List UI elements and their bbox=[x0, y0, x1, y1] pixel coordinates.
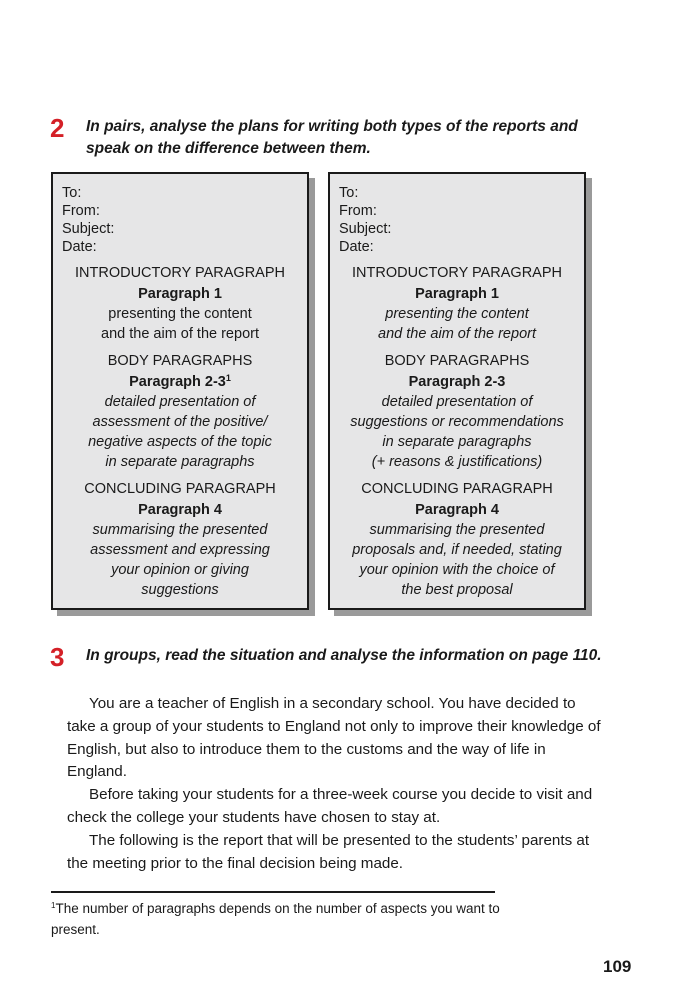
paragraph-label-text: Paragraph 2-3 bbox=[129, 374, 226, 390]
body-section bbox=[53, 352, 307, 472]
task-2 bbox=[50, 113, 610, 160]
memo-to: To: bbox=[62, 185, 82, 201]
footnote-ref: 1 bbox=[225, 373, 231, 383]
memo-date: Date: bbox=[62, 239, 97, 255]
conclusion-section bbox=[53, 480, 307, 600]
report-plans bbox=[51, 172, 596, 620]
body-section bbox=[330, 352, 584, 472]
section-heading: CONCLUDING PARAGRAPH bbox=[361, 481, 553, 497]
footnote-divider bbox=[51, 891, 495, 893]
section-line: your opinion or giving bbox=[111, 562, 249, 578]
section-line: proposals and, if needed, stating bbox=[352, 542, 562, 558]
section-line: negative aspects of the topic bbox=[88, 434, 272, 450]
paragraph-label: Paragraph 1 bbox=[415, 286, 499, 302]
section-line: (+ reasons & justifications) bbox=[371, 454, 543, 470]
section-line: suggestions bbox=[141, 582, 219, 598]
footnote bbox=[51, 898, 511, 940]
paragraph-label: Paragraph 2-3 bbox=[408, 374, 506, 390]
section-heading: BODY PARAGRAPHS bbox=[384, 353, 530, 369]
section-line: in separate paragraphs bbox=[105, 454, 255, 470]
intro-section bbox=[53, 264, 307, 344]
memo-from: From: bbox=[339, 203, 377, 219]
memo-subject: Subject: bbox=[62, 221, 115, 237]
paragraph-label: Paragraph 4 bbox=[138, 502, 222, 518]
section-heading: INTRODUCTORY PARAGRAPH bbox=[74, 265, 286, 281]
situation-text bbox=[67, 693, 607, 875]
section-heading: BODY PARAGRAPHS bbox=[107, 353, 253, 369]
situation-paragraph: You are a teacher of English in a secondary school. You have decided to take a group of your students to England not only to improve their knowledge of English, but also to introduce them to the customs and the way of life in England. bbox=[67, 695, 601, 781]
memo-header bbox=[53, 174, 307, 256]
section-line: presenting the content bbox=[108, 306, 252, 322]
memo-header bbox=[330, 174, 584, 256]
section-line: and the aim of the report bbox=[378, 326, 536, 342]
paragraph-label: Paragraph 1 bbox=[138, 286, 222, 302]
task-number: 2 bbox=[50, 113, 65, 143]
section-line: detailed presentation of bbox=[381, 394, 533, 410]
memo-from: From: bbox=[62, 203, 100, 219]
section-line: assessment of the positive/ bbox=[92, 414, 268, 430]
section-line: summarising the presented bbox=[369, 522, 545, 538]
task-3 bbox=[50, 642, 610, 672]
task-instruction: In pairs, analyse the plans for writing both types of the reports and speak on the difference between them. bbox=[86, 118, 578, 157]
situation-paragraph: Before taking your students for a three-week course you decide to visit and check the college your students have chosen to stay at. bbox=[67, 786, 593, 826]
footnote-text: The number of paragraphs depends on the number of aspects you want to present. bbox=[51, 901, 500, 937]
section-heading: INTRODUCTORY PARAGRAPH bbox=[351, 265, 563, 281]
paragraph-label: Paragraph 4 bbox=[415, 502, 499, 518]
conclusion-section bbox=[330, 480, 584, 600]
paragraph-label bbox=[53, 372, 307, 392]
section-line: your opinion with the choice of bbox=[359, 562, 555, 578]
section-line: detailed presentation of bbox=[104, 394, 256, 410]
memo-date: Date: bbox=[339, 239, 374, 255]
plan-box-proposal bbox=[328, 172, 586, 610]
section-line: in separate paragraphs bbox=[382, 434, 532, 450]
intro-section bbox=[330, 264, 584, 344]
task-number: 3 bbox=[50, 642, 65, 672]
section-heading: CONCLUDING PARAGRAPH bbox=[84, 481, 276, 497]
section-line: summarising the presented bbox=[92, 522, 268, 538]
section-line: suggestions or recommendations bbox=[350, 414, 564, 430]
footnote-marker: 1 bbox=[51, 901, 56, 910]
plan-box-assessment bbox=[51, 172, 309, 610]
task-instruction: In groups, read the situation and analyse the information on page 110. bbox=[86, 647, 602, 664]
section-line: assessment and expressing bbox=[90, 542, 270, 558]
memo-subject: Subject: bbox=[339, 221, 392, 237]
section-line: presenting the content bbox=[385, 306, 529, 322]
memo-to: To: bbox=[339, 185, 359, 201]
situation-paragraph: The following is the report that will be presented to the students’ parents at the meeting prior to the final decision being made. bbox=[67, 831, 590, 872]
page-number: 109 bbox=[603, 957, 632, 976]
section-line: the best proposal bbox=[401, 582, 513, 598]
section-line: and the aim of the report bbox=[101, 326, 259, 342]
